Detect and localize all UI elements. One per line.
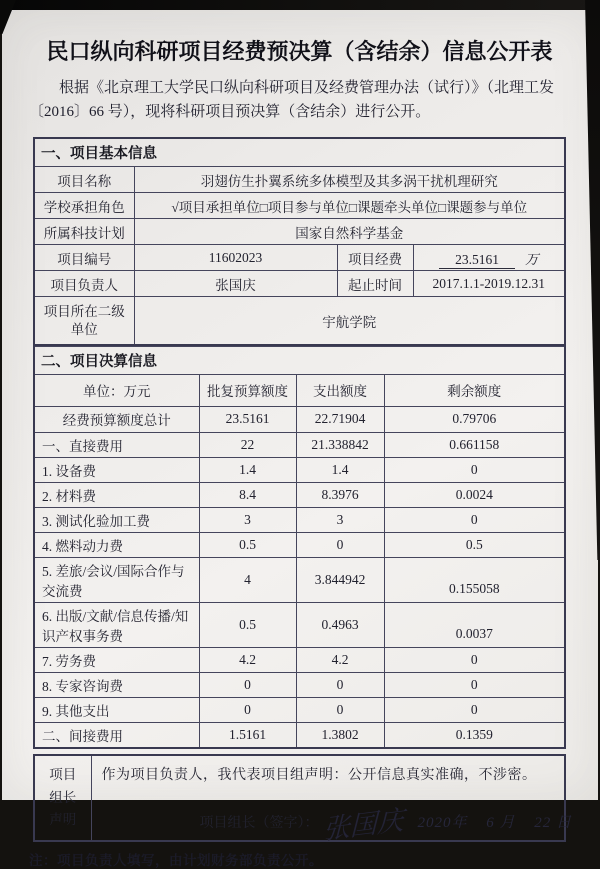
table-row [34,167,565,193]
cell-budget: 22 [199,432,296,457]
table-row [34,647,565,672]
intro-line-2: 〔2016〕66 号），现将科研项目预决算（含结余）进行公开。 [29,104,431,121]
table-row [34,457,565,482]
cell-remain: 0 [384,457,565,482]
cell-spent: 22.71904 [296,406,384,432]
unit-label-line2: 单位 [70,321,98,337]
cell-remain: 0.0037 [384,602,565,647]
cell-remain: 0 [384,647,565,672]
field-value-unit: 宇航学院 [134,297,565,345]
row-label: 1. 设备费 [34,457,199,482]
cell-remain: 0.0024 [384,482,565,507]
field-value-plan: 国家自然科学基金 [134,219,565,245]
cell-spent: 8.3976 [296,482,384,507]
table-row [34,672,565,697]
cell-spent: 4.2 [296,647,384,672]
col-header-budget: 批复预算额度 [199,374,296,406]
cell-budget: 1.5161 [199,722,296,748]
cell-budget: 4.2 [199,647,296,672]
cell-spent: 0 [296,532,384,557]
sign-date-month: 6 月 [486,814,516,831]
table-row [34,219,565,245]
cell-budget: 0 [199,672,296,697]
cell-remain: 0 [384,672,565,697]
table-row [34,245,565,271]
row-label: 3. 测试化验加工费 [34,507,199,532]
budget-table [33,346,566,749]
section1-header: 一、项目基本信息 [34,138,565,167]
funds-unit: 万 [524,251,539,267]
intro-paragraph [29,76,570,125]
field-value-number: 11602023 [134,245,337,271]
scanned-document-page [2,10,598,868]
field-label-funds: 项目经费 [337,245,413,271]
declaration-label-line3: 声明 [49,812,77,828]
cell-spent: 21.338842 [296,432,384,457]
sign-date-year: 2020年 [417,814,468,831]
cell-remain: 0 [384,507,565,532]
cell-remain: 0.155058 [384,557,565,602]
table-row [34,432,565,457]
field-value-role: √项目承担单位□项目参与单位□课题牵头单位□课题参与单位 [134,193,565,219]
section1-header-row [34,138,565,167]
field-label-number: 项目编号 [34,245,134,271]
basic-info-table [33,137,566,346]
row-label: 二、间接费用 [34,722,199,748]
col-header-unit: 单位：万元 [34,374,199,406]
table-row [34,507,565,532]
row-label: 2. 材料费 [34,482,199,507]
footnote: 注：项目负责人填写，由计划财务部负责公开。 [29,852,323,868]
col-header-spent: 支出额度 [296,374,384,406]
sign-date-day: 22 日 [534,814,573,831]
row-label: 经费预算额度总计 [34,406,199,432]
signature-row [102,798,573,846]
table-row [34,271,565,297]
unit-label-line1: 项目所在二级 [43,303,125,319]
declaration-label-line2: 组长 [49,789,77,805]
cell-remain: 0.1359 [384,722,565,748]
cell-budget: 0.5 [199,602,296,647]
table-row [34,482,565,507]
table-row [34,557,565,602]
field-value-leader: 张国庆 [134,271,337,297]
cell-remain: 0.661158 [384,432,565,457]
cell-budget: 0.5 [199,532,296,557]
cell-spent: 0.4963 [296,602,384,647]
row-label: 9. 其他支出 [34,697,199,722]
cell-spent: 1.4 [296,457,384,482]
cell-spent: 1.3802 [296,722,384,748]
field-label-plan: 所属科技计划 [34,219,134,245]
cell-budget: 0 [199,697,296,722]
declaration-label-line1: 项目 [49,766,77,782]
cell-budget: 4 [199,557,296,602]
table-row [34,602,565,647]
field-label-unit [34,297,134,345]
cell-remain: 0 [384,697,565,722]
section2-header: 二、项目决算信息 [34,346,565,374]
field-label-project-name: 项目名称 [34,167,134,193]
declaration-content [91,755,573,846]
funds-amount: 23.5161 [439,252,515,269]
declaration-row [34,755,565,841]
cell-spent: 3.844942 [296,557,384,602]
table-row-total [34,406,565,432]
field-label-period: 起止时间 [337,271,413,297]
cell-spent: 0 [296,697,384,722]
row-label: 6. 出版/文献/信息传播/知识产权事务费 [34,602,199,647]
field-label-role: 学校承担角色 [34,193,134,219]
page-title: 民口纵向科研项目经费预决算（含结余）信息公开表 [46,39,553,64]
cell-budget: 1.4 [199,457,296,482]
field-label-leader: 项目负责人 [34,271,134,297]
table-row [34,297,565,345]
photo-dark-edge-top [0,0,600,10]
cell-remain: 0.79706 [384,406,565,432]
section2-header-row [34,346,565,374]
cell-spent: 3 [296,507,384,532]
row-label: 5. 差旅/会议/国际合作与交流费 [34,557,199,602]
sign-label: 项目组长（签字）： [199,815,319,831]
cell-budget: 8.4 [199,482,296,507]
row-label: 4. 燃料动力费 [34,532,199,557]
row-label: 一、直接费用 [34,432,199,457]
table-row [34,697,565,722]
field-value-project-name: 羽翅仿生扑翼系统多体模型及其多涡干扰机理研究 [134,167,565,193]
declaration-statement: 作为项目负责人，我代表项目组声明：公开信息真实准确，不涉密。 [101,767,537,783]
table-row [34,532,565,557]
field-value-funds [413,245,565,271]
row-label: 7. 劳务费 [34,647,199,672]
table-row [34,722,565,748]
handwritten-signature: 张国庆 [322,804,404,846]
declaration-label [34,755,91,841]
budget-table-header [34,374,565,406]
intro-line-1: 根据《北京理工大学民口纵向科研项目及经费管理办法（试行）》（北理工发 [59,79,555,96]
cell-budget: 23.5161 [199,406,296,432]
col-header-remain: 剩余额度 [384,374,565,406]
cell-budget: 3 [199,507,296,532]
sign-date [404,811,573,832]
declaration-table [33,754,573,846]
row-label: 8. 专家咨询费 [34,672,199,697]
table-row [34,193,565,219]
field-value-period: 2017.1.1-2019.12.31 [413,271,565,297]
cell-remain: 0.5 [384,532,565,557]
cell-spent: 0 [296,672,384,697]
